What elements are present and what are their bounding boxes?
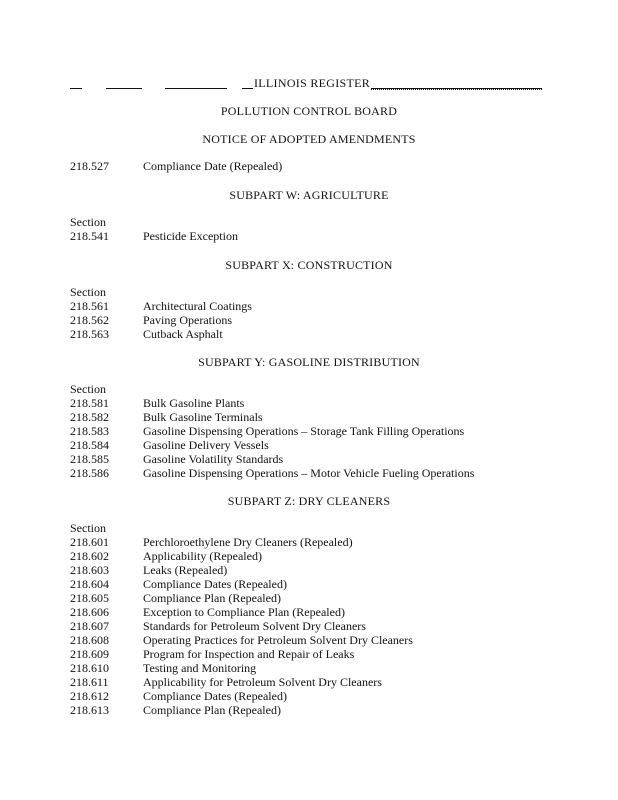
section-number: 218.607 xyxy=(70,619,109,633)
section-title: Gasoline Volatility Standards xyxy=(143,452,284,466)
section-number: 218.612 xyxy=(70,689,109,703)
section-row xyxy=(70,396,244,410)
section-label: Section xyxy=(70,521,106,535)
section-number: 218.581 xyxy=(70,396,109,410)
section-title: Compliance Date (Repealed) xyxy=(143,159,283,173)
section-row xyxy=(70,689,287,703)
section-label: Section xyxy=(70,382,106,396)
section-row xyxy=(70,424,464,438)
section-number: 218.601 xyxy=(70,535,109,549)
section-label: Section xyxy=(70,285,106,299)
agency-title: POLLUTION CONTROL BOARD xyxy=(220,104,398,118)
section-number: 218.611 xyxy=(70,675,109,689)
section-row xyxy=(70,535,353,549)
section-number: 218.585 xyxy=(70,452,109,466)
section-row xyxy=(70,452,283,466)
section-title: Leaks (Repealed) xyxy=(143,563,228,577)
section-number: 218.584 xyxy=(70,438,109,452)
section-row xyxy=(70,703,281,717)
section-row xyxy=(70,591,281,605)
section-title: Architectural Coatings xyxy=(143,299,252,313)
header-rule-segment xyxy=(70,88,82,89)
subpart-heading: SUBPART Y: GASOLINE DISTRIBUTION xyxy=(198,355,420,369)
section-title: Testing and Monitoring xyxy=(143,661,257,675)
section-row xyxy=(70,619,366,633)
section-number: 218.604 xyxy=(70,577,109,591)
section-title: Compliance Plan (Repealed) xyxy=(143,703,281,717)
section-row xyxy=(70,549,262,563)
section-number: 218.610 xyxy=(70,661,109,675)
section-row xyxy=(70,563,227,577)
section-title: Gasoline Dispensing Operations – Motor Vehicle Fueling Operations xyxy=(143,466,475,480)
section-row xyxy=(70,647,354,661)
subpart-heading: SUBPART X: CONSTRUCTION xyxy=(225,258,393,272)
header-rule-segment xyxy=(106,88,142,89)
section-number: 218.603 xyxy=(70,563,109,577)
section-number: 218.562 xyxy=(70,313,109,327)
header-rule-segment xyxy=(165,88,227,89)
section-title: Compliance Dates (Repealed) xyxy=(143,577,287,591)
section-title: Gasoline Dispensing Operations – Storage Tank Filling Operations xyxy=(143,424,465,438)
register-header xyxy=(70,72,542,92)
section-row xyxy=(70,605,345,619)
section-row xyxy=(70,313,232,327)
section-row xyxy=(70,466,474,480)
section-number: 218.582 xyxy=(70,410,109,424)
section-title: Program for Inspection and Repair of Leaks xyxy=(143,647,355,661)
section-title: Bulk Gasoline Terminals xyxy=(143,410,263,424)
section-number: 218.602 xyxy=(70,549,109,563)
section-title: Pesticide Exception xyxy=(143,229,238,243)
section-title: Gasoline Delivery Vessels xyxy=(143,438,269,452)
section-title: Compliance Plan (Repealed) xyxy=(143,591,281,605)
section-row xyxy=(70,159,282,173)
section-row xyxy=(70,327,223,341)
section-row xyxy=(70,661,256,675)
section-title: Standards for Petroleum Solvent Dry Cleaners xyxy=(143,619,366,633)
section-number: 218.608 xyxy=(70,633,109,647)
section-number: 218.561 xyxy=(70,299,109,313)
section-row xyxy=(70,299,252,313)
section-row xyxy=(70,633,413,647)
notice-title: NOTICE OF ADOPTED AMENDMENTS xyxy=(202,132,416,146)
section-number: 218.563 xyxy=(70,327,109,341)
section-number: 218.605 xyxy=(70,591,109,605)
section-row xyxy=(70,229,238,243)
section-title: Exception to Compliance Plan (Repealed) xyxy=(143,605,345,619)
section-row xyxy=(70,675,382,689)
section-number: 218.606 xyxy=(70,605,109,619)
section-label: Section xyxy=(70,215,106,229)
section-title: Applicability (Repealed) xyxy=(143,549,262,563)
section-number: 218.527 xyxy=(70,159,109,173)
section-title: Compliance Dates (Repealed) xyxy=(143,689,287,703)
section-row xyxy=(70,438,269,452)
section-title: Perchloroethylene Dry Cleaners (Repealed) xyxy=(143,535,353,549)
section-number: 218.586 xyxy=(70,466,109,480)
section-title: Bulk Gasoline Plants xyxy=(143,396,245,410)
section-title: Applicability for Petroleum Solvent Dry Cleaners xyxy=(143,675,382,689)
section-row xyxy=(70,410,263,424)
subpart-heading: SUBPART Z: DRY CLEANERS xyxy=(227,494,391,508)
section-title: Operating Practices for Petroleum Solvent Dry Cleaners xyxy=(143,633,413,647)
section-number: 218.583 xyxy=(70,424,109,438)
section-number: 218.613 xyxy=(70,703,109,717)
register-title: ILLINOIS REGISTER xyxy=(254,76,371,90)
section-row xyxy=(70,577,287,591)
section-title: Paving Operations xyxy=(143,313,232,327)
subpart-heading: SUBPART W: AGRICULTURE xyxy=(229,188,389,202)
header-rule-dotted xyxy=(370,89,542,90)
section-number: 218.609 xyxy=(70,647,109,661)
section-title: Cutback Asphalt xyxy=(143,327,223,341)
section-number: 218.541 xyxy=(70,229,109,243)
